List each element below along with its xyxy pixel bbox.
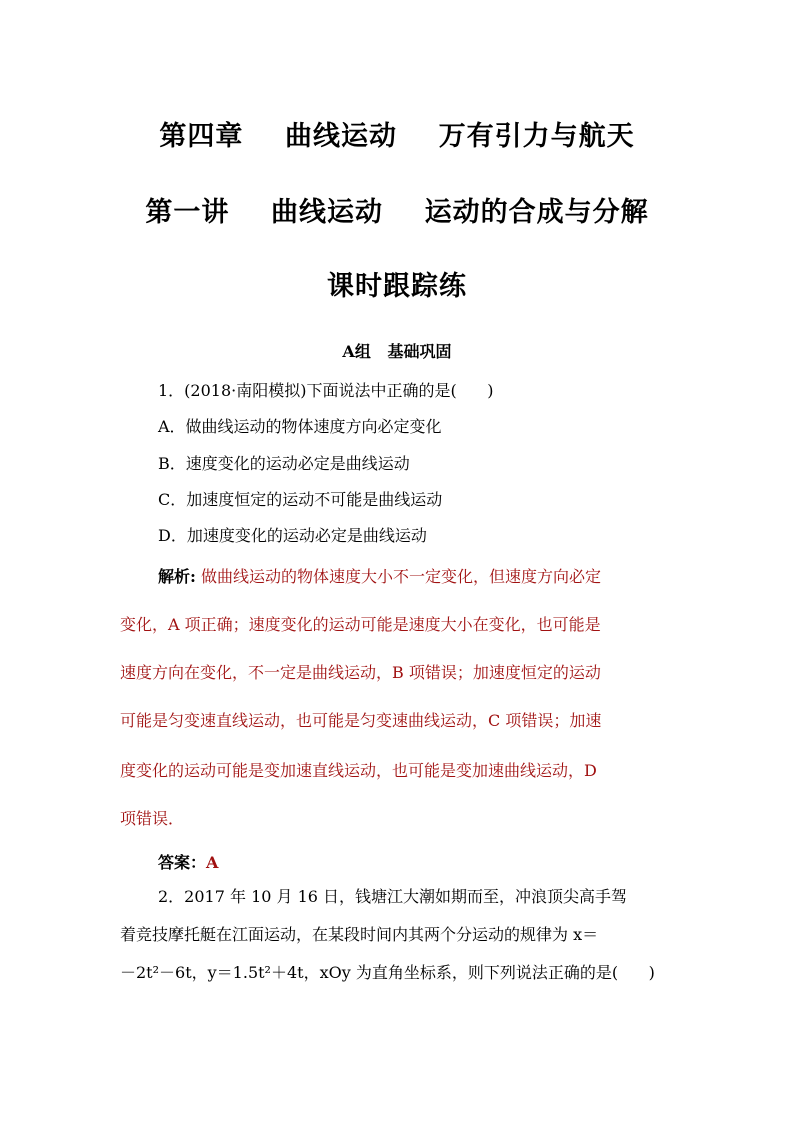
lecture-title: 第一讲 曲线运动 运动的合成与分解 (145, 197, 649, 228)
analysis-line: 可能是匀变速直线运动，也可能是匀变速曲线运动，C 项错误；加速 (120, 711, 602, 730)
analysis-label: 解析: (158, 567, 196, 586)
option-c: C．加速度恒定的运动不可能是曲线运动 (158, 490, 443, 509)
analysis-line: 度变化的运动可能是变加速直线运动，也可能是变加速曲线运动，D (120, 761, 597, 780)
analysis-line (158, 564, 601, 587)
analysis-line: 变化，A 项正确；速度变化的运动可能是速度大小在变化，也可能是 (120, 615, 601, 634)
answer-line (158, 850, 218, 873)
group-label: A组 基础巩固 (342, 342, 452, 361)
question-2-line: －2t²－6t，y＝1.5t²＋4t，xOy 为直角坐标系，则下列说法正确的是( ) (120, 963, 655, 982)
chapter-title: 第四章 曲线运动 万有引力与航天 (159, 121, 635, 152)
section-title: 课时跟踪练 (327, 271, 467, 302)
option-d: D．加速度变化的运动必定是曲线运动 (158, 526, 427, 545)
question-1-stem: 1．(2018·南阳模拟)下面说法中正确的是( ) (158, 381, 494, 400)
answer-value: A (206, 853, 219, 872)
option-a: A．做曲线运动的物体速度方向必定变化 (158, 417, 442, 436)
analysis-text: 做曲线运动的物体速度大小不一定变化，但速度方向必定 (195, 567, 602, 586)
answer-label: 答案： (158, 853, 207, 872)
question-2-line: 2．2017 年 10 月 16 日，钱塘江大潮如期而至，冲浪顶尖高手驾 (158, 887, 628, 906)
analysis-line: 速度方向在变化，不一定是曲线运动，B 项错误；加速度恒定的运动 (120, 663, 601, 682)
option-b: B．速度变化的运动必定是曲线运动 (158, 454, 410, 473)
question-2-line: 着竞技摩托艇在江面运动，在某段时间内其两个分运动的规律为 x＝ (120, 925, 599, 944)
analysis-line: 项错误． (120, 809, 185, 828)
